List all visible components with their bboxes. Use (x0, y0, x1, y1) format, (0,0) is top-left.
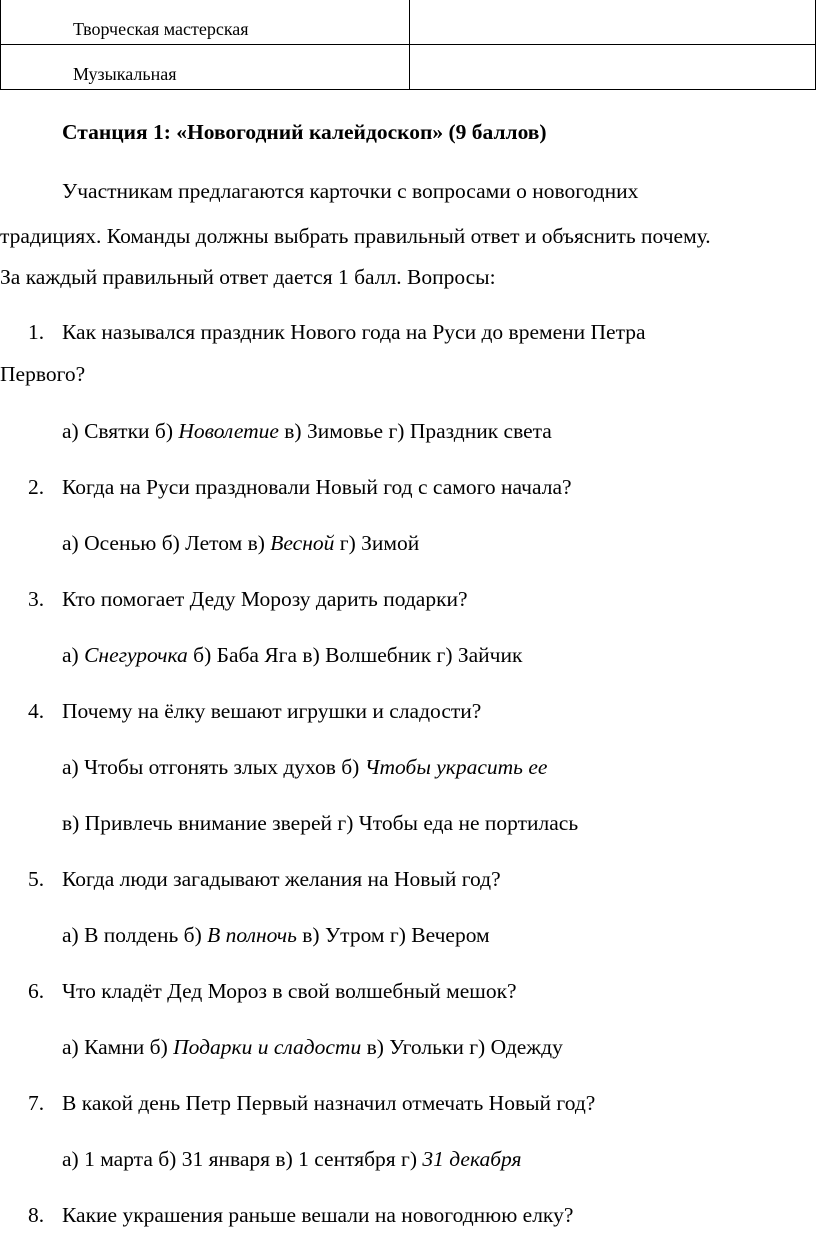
intro-line: За каждый правильный ответ дается 1 балл. Вопросы: (0, 265, 496, 289)
stations-table (0, 0, 816, 90)
question-2: 2. Когда на Руси праздновали Новый год с самого начала? (28, 475, 572, 499)
answer-line: а) Чтобы отгонять злых духов б) Чтобы украсить ее (62, 755, 548, 779)
question-3: 3. Кто помогает Деду Морозу дарить подарки? (28, 587, 468, 611)
table-cell-value (410, 0, 816, 45)
table-cell-label: Творческая мастерская (1, 0, 410, 45)
intro-line: традициях. Команды должны выбрать правильный ответ и объяснить почему. (0, 224, 711, 248)
answer-line: а) Снегурочка б) Баба Яга в) Волшебник г) Зайчик (62, 643, 523, 667)
table-cell-label: Музыкальная (1, 45, 410, 90)
intro-line: Участникам предлагаются карточки с вопросами о новогодних (62, 179, 639, 203)
answer-line: а) В полдень б) В полночь в) Утром г) Вечером (62, 923, 490, 947)
table-row (1, 45, 816, 90)
answer-line: а) Святки б) Новолетие в) Зимовье г) Праздник света (62, 419, 552, 443)
table-row (1, 0, 816, 45)
question-4: 4. Почему на ёлку вешают игрушки и сладости? (28, 699, 482, 723)
question-1: 1. Как назывался праздник Нового года на Руси до времени Петра (28, 320, 646, 344)
station-title: Станция 1: «Новогодний калейдоскоп» (9 баллов) (62, 120, 547, 144)
question-7: 7. В какой день Петр Первый назначил отмечать Новый год? (28, 1091, 596, 1115)
table-cell-value (410, 45, 816, 90)
question-8: 8. Какие украшения раньше вешали на новогоднюю елку? (28, 1203, 574, 1227)
question-5: 5. Когда люди загадывают желания на Новый год? (28, 867, 501, 891)
question-1-cont: Первого? (0, 362, 86, 386)
answer-line: в) Привлечь внимание зверей г) Чтобы еда не портилась (62, 811, 579, 835)
question-6: 6. Что кладёт Дед Мороз в свой волшебный мешок? (28, 979, 517, 1003)
answer-line: а) 1 марта б) 31 января в) 1 сентября г) 31 декабря (62, 1147, 522, 1171)
answer-line: а) Камни б) Подарки и сладости в) Угольки г) Одежду (62, 1035, 563, 1059)
answer-line: а) Осенью б) Летом в) Весной г) Зимой (62, 531, 420, 555)
